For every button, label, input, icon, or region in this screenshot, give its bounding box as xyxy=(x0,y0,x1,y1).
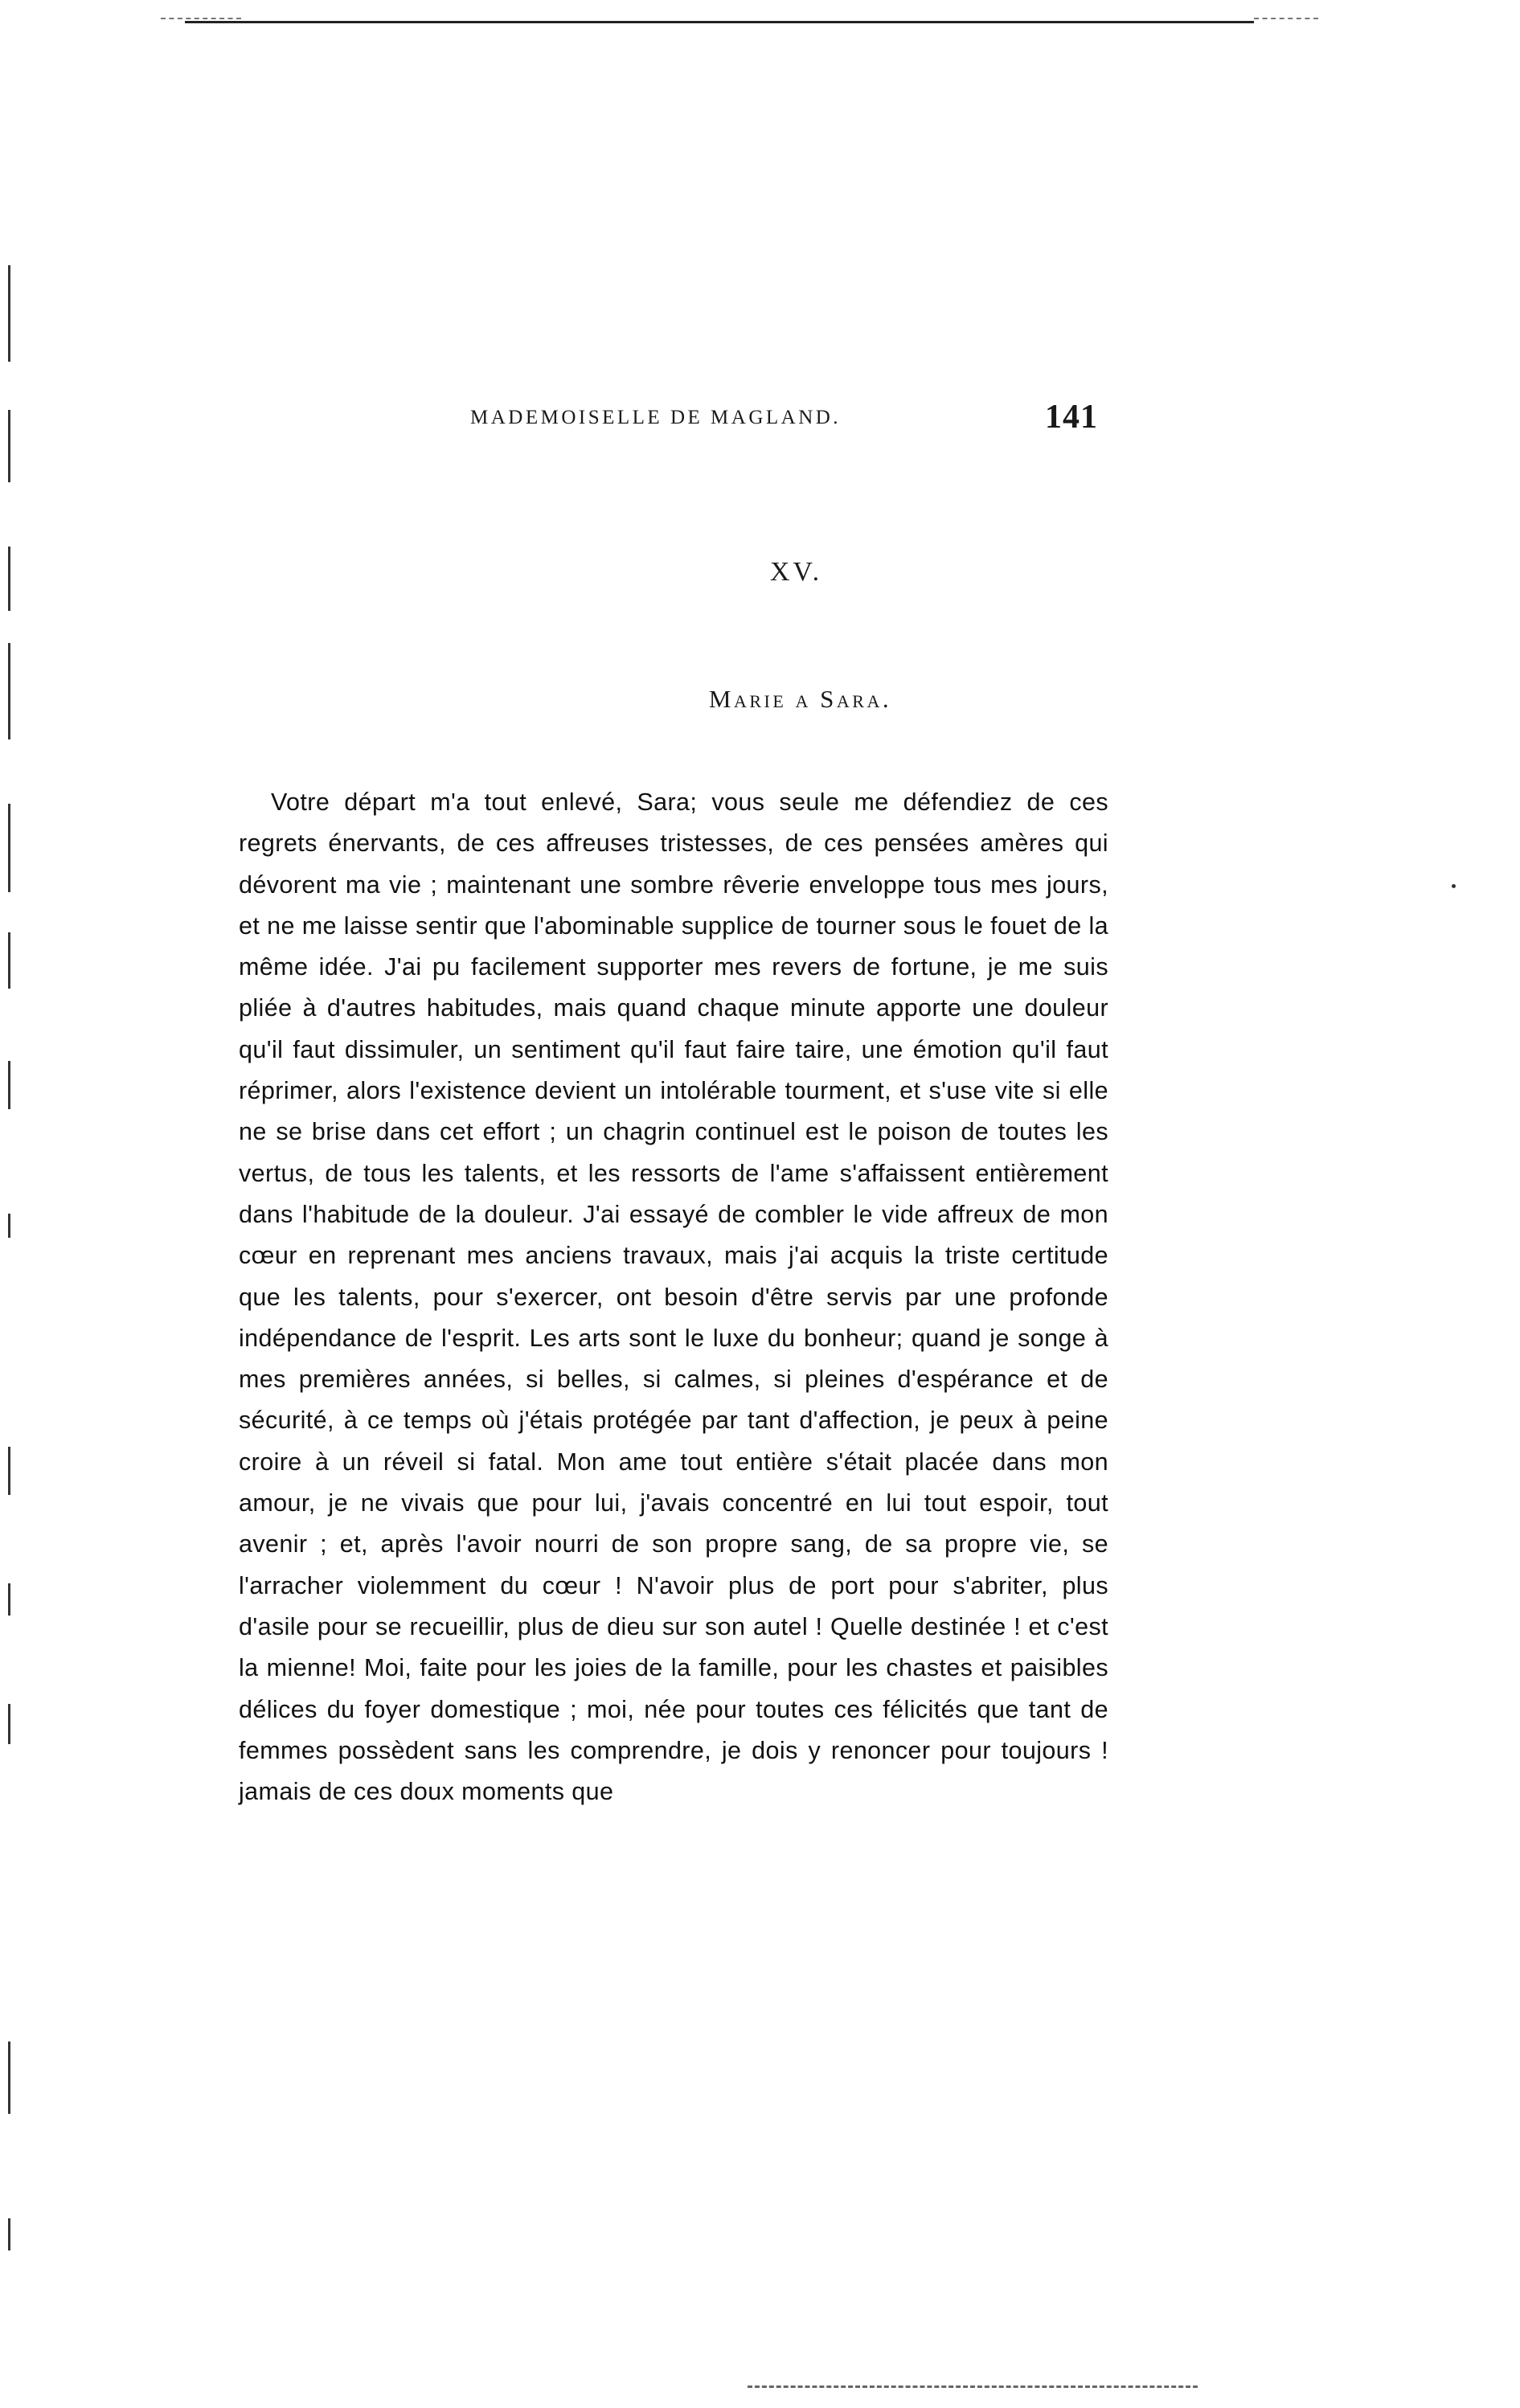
scan-top-dash xyxy=(1254,18,1318,19)
letter-heading: Marie a Sara. xyxy=(708,685,892,713)
scan-bottom-rule xyxy=(748,2385,1198,2388)
scan-speck xyxy=(1452,884,1456,888)
chapter-number: XV. xyxy=(769,557,823,587)
scan-edge-mark xyxy=(8,410,10,482)
scan-top-rule xyxy=(185,21,1254,23)
running-head xyxy=(470,399,1113,450)
scan-edge-mark xyxy=(8,1061,10,1109)
scan-edge-mark xyxy=(8,2218,10,2250)
scan-edge-mark xyxy=(8,2041,10,2114)
scan-edge-mark xyxy=(8,1704,10,1744)
scan-edge-mark xyxy=(8,932,10,989)
scan-edge-mark xyxy=(8,265,10,362)
running-title: MADEMOISELLE DE MAGLAND. xyxy=(470,407,842,428)
scan-top-dash xyxy=(161,18,241,19)
scan-edge-mark xyxy=(8,1214,10,1238)
scan-edge-mark xyxy=(8,1583,10,1616)
scan-edge-mark xyxy=(8,1447,10,1495)
body-paragraph: Votre départ m'a tout enlevé, Sara; vous seule me défendiez de ces regrets énervants, de ces affreuses tristesses, de ces pensées amères qui dévorent ma vie ; maintenant une sombre rêverie enveloppe tous mes jours, et ne me laisse sentir que l'abominable supplice de tourner sous le fouet de la même idée. J'ai pu facilement supporter mes revers de fortune, je me suis pliée à d'autres habitudes, mais quand chaque minute apporte une douleur qu'il faut dissimuler, un sentiment qu'il faut faire taire, une émotion qu'il faut réprimer, alors l'existence devient un intolérable tourment, et s'use vite si elle ne se brise dans cet effort ; un chagrin continuel est le poison de toutes les vertus, de tous les talents, et les ressorts de l'ame s'affaissent entièrement dans l'habitude de la douleur. J'ai essayé de combler le vide affreux de mon cœur en reprenant mes anciens travaux, mais j'ai acquis la triste certitude que les talents, pour s'exercer, ont besoin d'être servis par une profonde indépendance de l'esprit. Les arts sont le luxe du bonheur; quand je songe à mes premières années, si belles, si calmes, si pleines d'espérance et de sécurité, à ce temps où j'étais protégée par tant d'affection, je peux à peine croire à un réveil si fatal. Mon ame tout entière s'était placée dans mon amour, je ne vivais que pour lui, j'avais concentré en lui tout espoir, tout avenir ; et, après l'avoir nourri de son propre sang, de sa propre vie, se l'arracher violemment du cœur ! N'avoir plus de port pour s'abriter, plus d'asile pour se recueillir, plus de dieu sur son autel ! Quelle destinée ! et c'est la mienne! Moi, faite pour les joies de la famille, pour les chastes et paisibles délices du foyer domestique ; moi, née pour toutes ces félicités que tant de femmes possèdent sans les comprendre, je dois y renoncer pour toujours ! jamais de ces doux moments que xyxy=(239,788,1108,1806)
scan-edge-mark xyxy=(8,804,10,892)
page-number: 141 xyxy=(1045,399,1098,436)
